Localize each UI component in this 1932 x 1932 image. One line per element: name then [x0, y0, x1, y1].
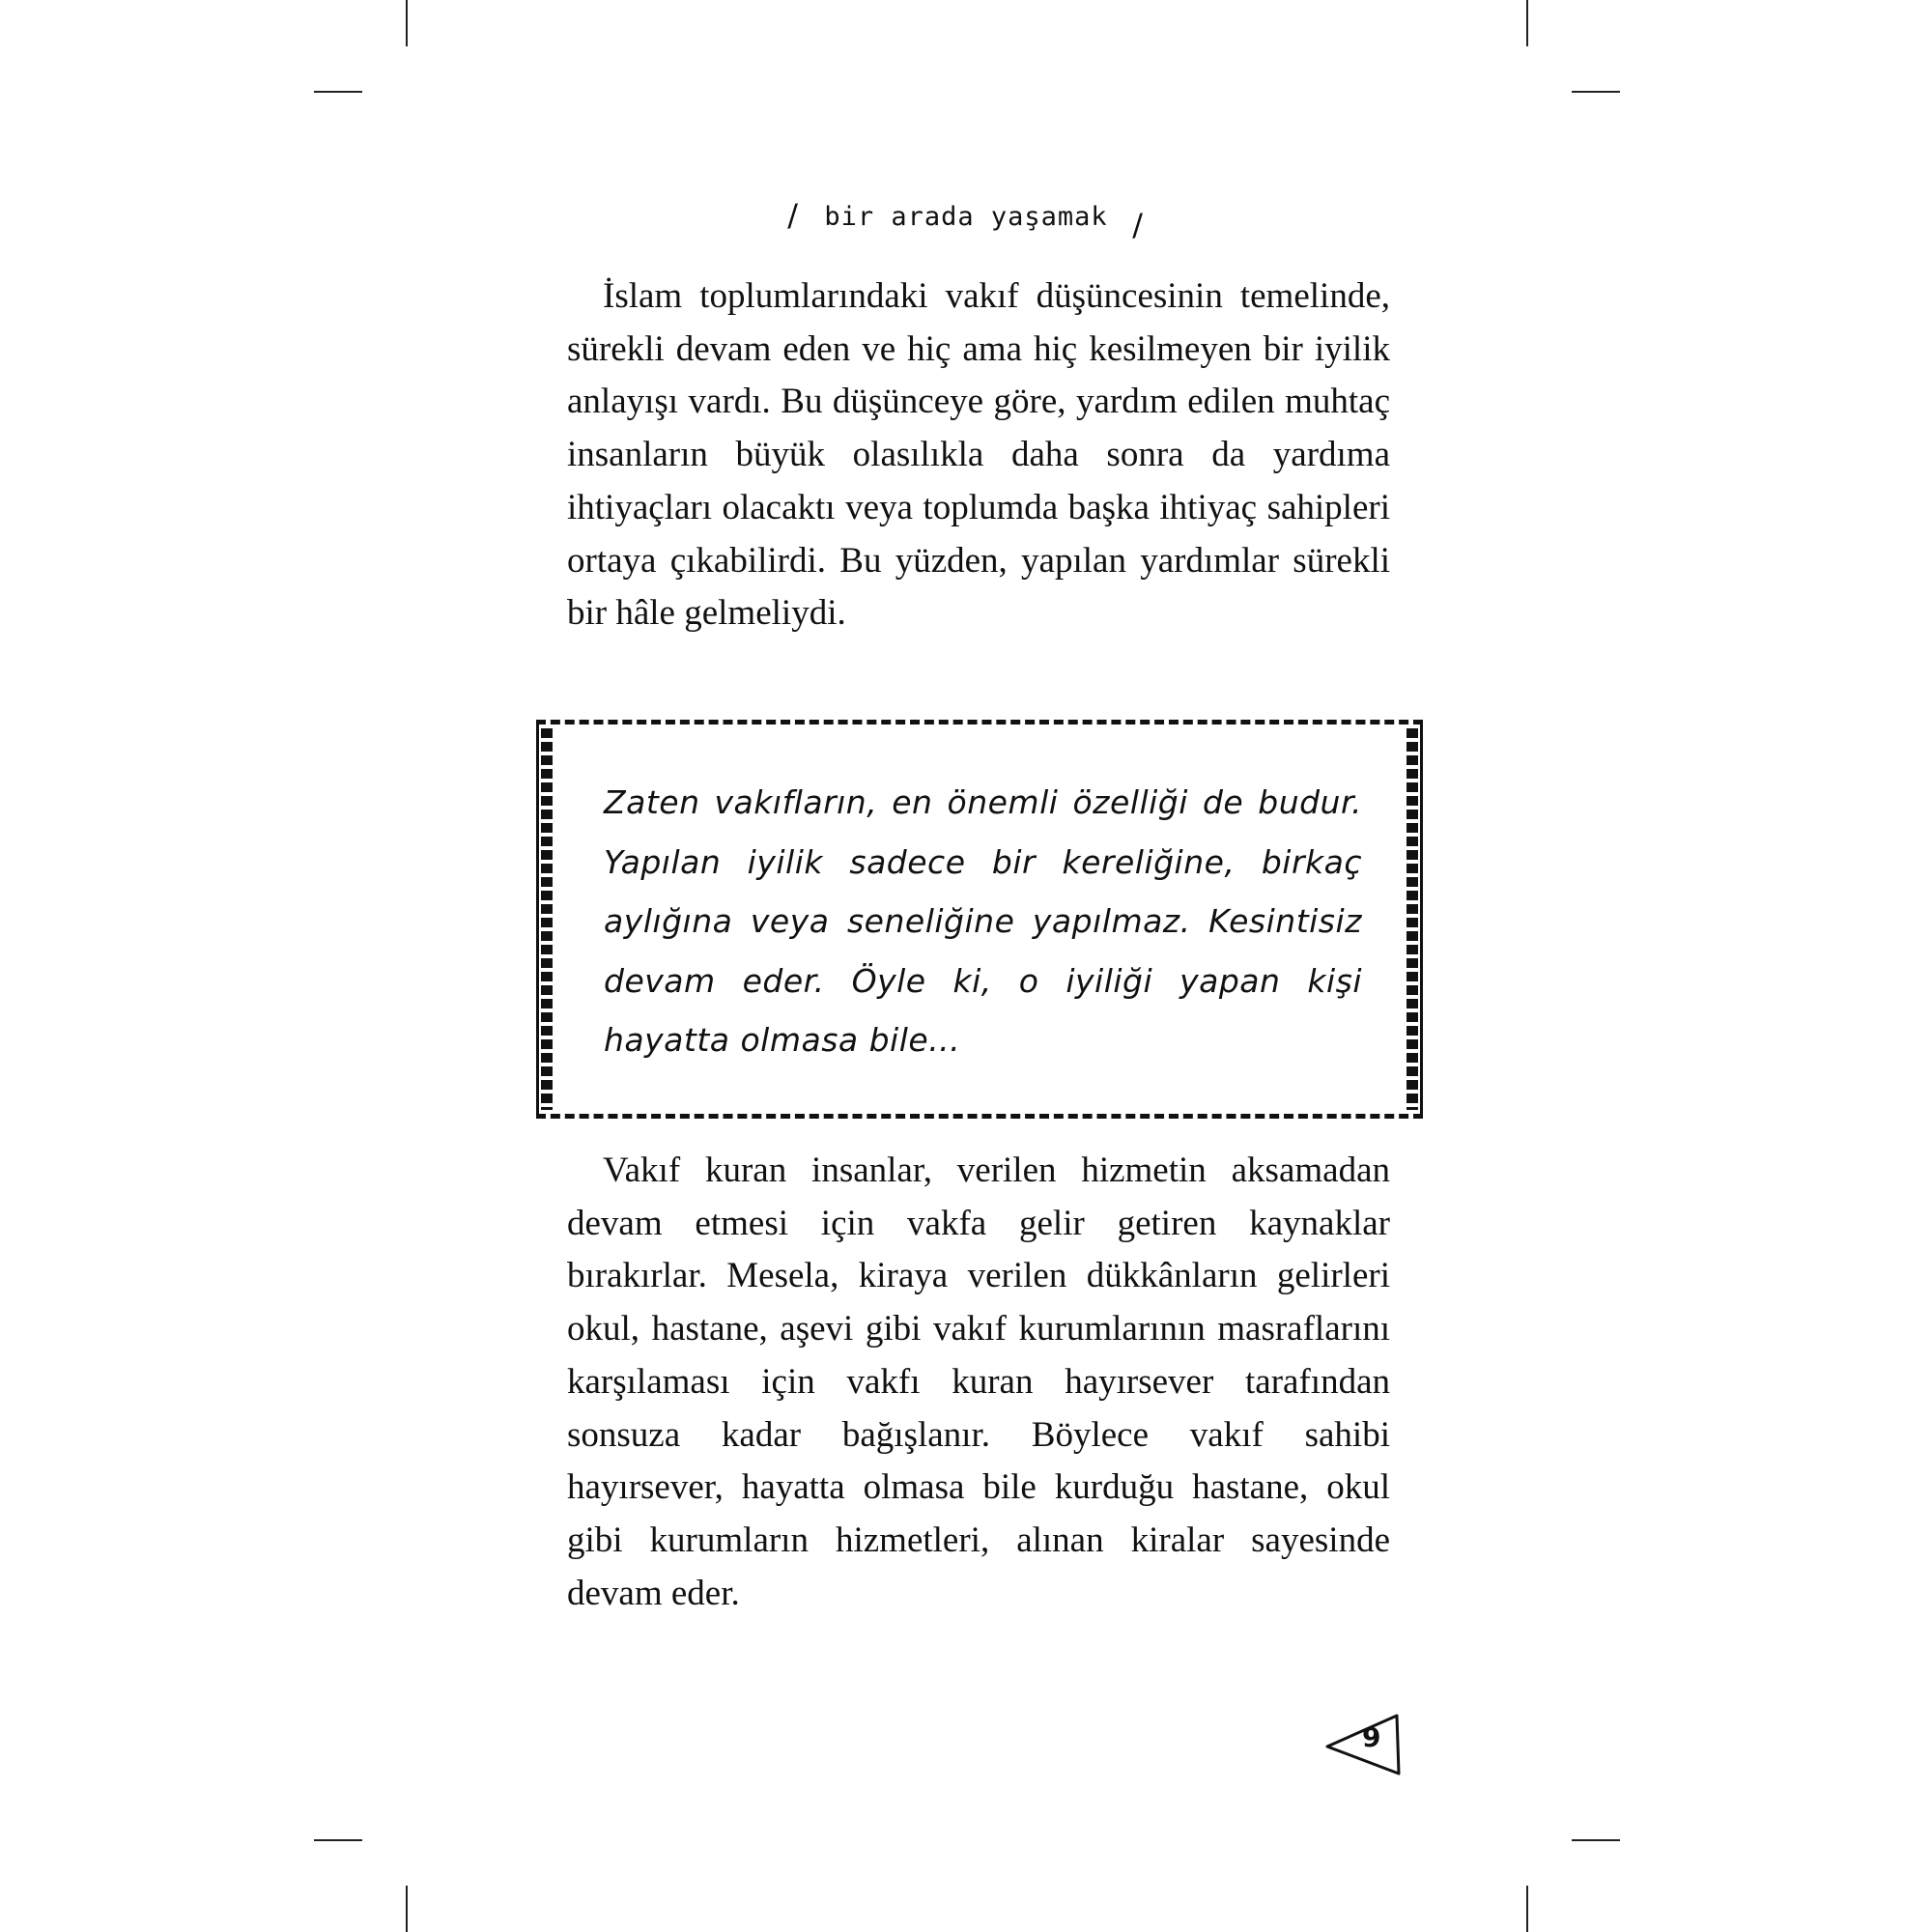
crop-mark-top-left-vertical — [406, 0, 408, 46]
running-header — [0, 197, 1932, 244]
crop-mark-top-right-vertical — [1526, 0, 1528, 46]
crop-mark-bottom-left-vertical — [406, 1886, 408, 1932]
crop-mark-bottom-right-horizontal — [1572, 1839, 1620, 1841]
page-number-badge — [1323, 1710, 1401, 1777]
body-paragraph-1 — [567, 270, 1390, 640]
note-frame — [536, 720, 1423, 1119]
paragraph-2-text: Vakıf kuran insanlar, verilen hizmetin aksamadan devam etmesi için vakfa gelir getiren kaynaklar bırakırlar. Mesela, kiraya verilen dükkânların gelirleri okul, hastane, aşevi gibi vakıf kurumlarının masraflarını karşılaması için vakfı kuran hayırsever tarafından sonsuza kadar bağışlanır. Böylece vakıf sahibi hayırsever, hayatta olmasa bile kurduğu hastane, okul gibi kurumların hizmetleri, alınan kiralar sayesinde devam eder. — [567, 1151, 1390, 1613]
page-number: 9 — [1362, 1721, 1381, 1753]
crop-mark-bottom-right-vertical — [1526, 1886, 1528, 1932]
header-slash-right-icon: / — [1126, 207, 1151, 244]
header-slash-left-icon: / — [781, 197, 806, 235]
crop-mark-top-left-horizontal — [314, 91, 362, 93]
crop-mark-bottom-left-horizontal — [314, 1839, 362, 1841]
paragraph-1-text: İslam toplumlarındaki vakıf düşüncesinin temelinde, sürekli devam eden ve hiç ama hiç kesilmeyen bir iyilik anlayışı vardı. Bu düşünceye göre, yardım edilen muhtaç insanların büyük olasılıkla daha sonra da yardıma ihtiyaçları olacaktı veya toplumda başka ihtiyaç sahipleri ortaya çıkabilirdi. Bu yüzden, yapılan yardımlar sürekli bir hâle gelmeliydi. — [567, 276, 1390, 634]
body-paragraph-2 — [567, 1145, 1390, 1620]
note-text: Zaten vakıfların, en önemli özelliği de budur. Yapılan iyilik sadece bir kereliğine, birkaç aylığına veya seneliğine yapılmaz. Kesintisiz devam eder. Öyle ki, o iyiliği yapan kişi hayatta olmasa bile... — [604, 783, 1362, 1059]
running-title: bir arada yaşamak — [824, 202, 1108, 232]
crop-mark-top-right-horizontal — [1572, 91, 1620, 93]
